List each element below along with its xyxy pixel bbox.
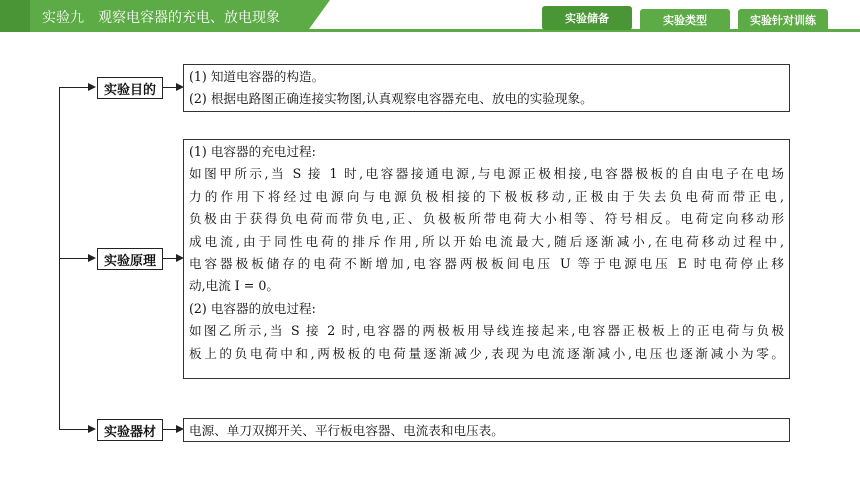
header-bar: [0, 0, 860, 40]
page-title: 实验九 观察电容器的充电、放电现象: [42, 10, 280, 26]
text-line: 力的作用下将经过电源向与电源负极相接的下极板移动,正极由于失去负电荷而带正电,: [189, 188, 784, 204]
equipment-box: [183, 418, 790, 442]
text-line: 成电流,由于同性电荷的排斥作用,所以开始电流最大,随后逐渐减小,在电荷移动过程中,: [189, 233, 784, 249]
text-line: 电源、单刀双掷开关、平行板电容器、电流表和电压表。: [189, 423, 504, 438]
label-principle: 实验原理: [97, 248, 163, 270]
label-equipment: 实验器材: [97, 419, 163, 441]
principle-box: [183, 139, 790, 379]
nav-button-types[interactable]: 实验类型: [640, 9, 730, 31]
connector-line: [163, 258, 177, 259]
branch-line-purpose: [59, 87, 89, 88]
branch-line-equipment: [59, 429, 89, 430]
purpose-box: [183, 64, 790, 112]
text-line: (2) 根据电路图正确连接实物图,认真观察电容器充电、放电的实验现象。: [189, 91, 593, 107]
text-line: 板上的负电荷中和,两极板的电荷量逐渐减少,表现为电流逐渐减小,电压也逐渐减小为零。: [189, 345, 784, 361]
text-line: (1) 电容器的充电过程:: [189, 144, 316, 159]
text-line: 如图甲所示,当 S 接 1 时,电容器接通电源,与电源正极相接,电容器极板的自由电子在电场: [189, 166, 784, 182]
nav-button-preparation[interactable]: 实验储备: [542, 6, 632, 30]
text-line: (1) 知道电容器的构造。: [189, 69, 325, 84]
connector-line: [163, 87, 177, 88]
title-accent: [0, 0, 30, 32]
arrow-icon: [88, 425, 96, 433]
text-line: (2) 电容器的放电过程:: [189, 300, 316, 316]
text-line: 如图乙所示,当 S 接 2 时,电容器的两极板用导线连接起来,电容器正极板上的正电荷与负极: [189, 323, 784, 339]
nav-button-training[interactable]: 实验针对训练: [738, 9, 828, 31]
label-purpose: 实验目的: [97, 77, 163, 99]
text-line: 负极由于获得负电荷而带负电,正、负极板所带电荷大小相等、符号相反。电荷定向移动形: [189, 211, 784, 227]
arrow-icon: [88, 83, 96, 91]
text-line: 电容器极板储存的电荷不断增加,电容器两极板间电压 U 等于电源电压 E 时电荷停止移: [189, 256, 784, 272]
text-line: 动,电流 I = 0。: [189, 278, 279, 294]
connector-line: [163, 429, 177, 430]
branch-line-principle: [59, 258, 89, 259]
arrow-icon: [88, 254, 96, 262]
